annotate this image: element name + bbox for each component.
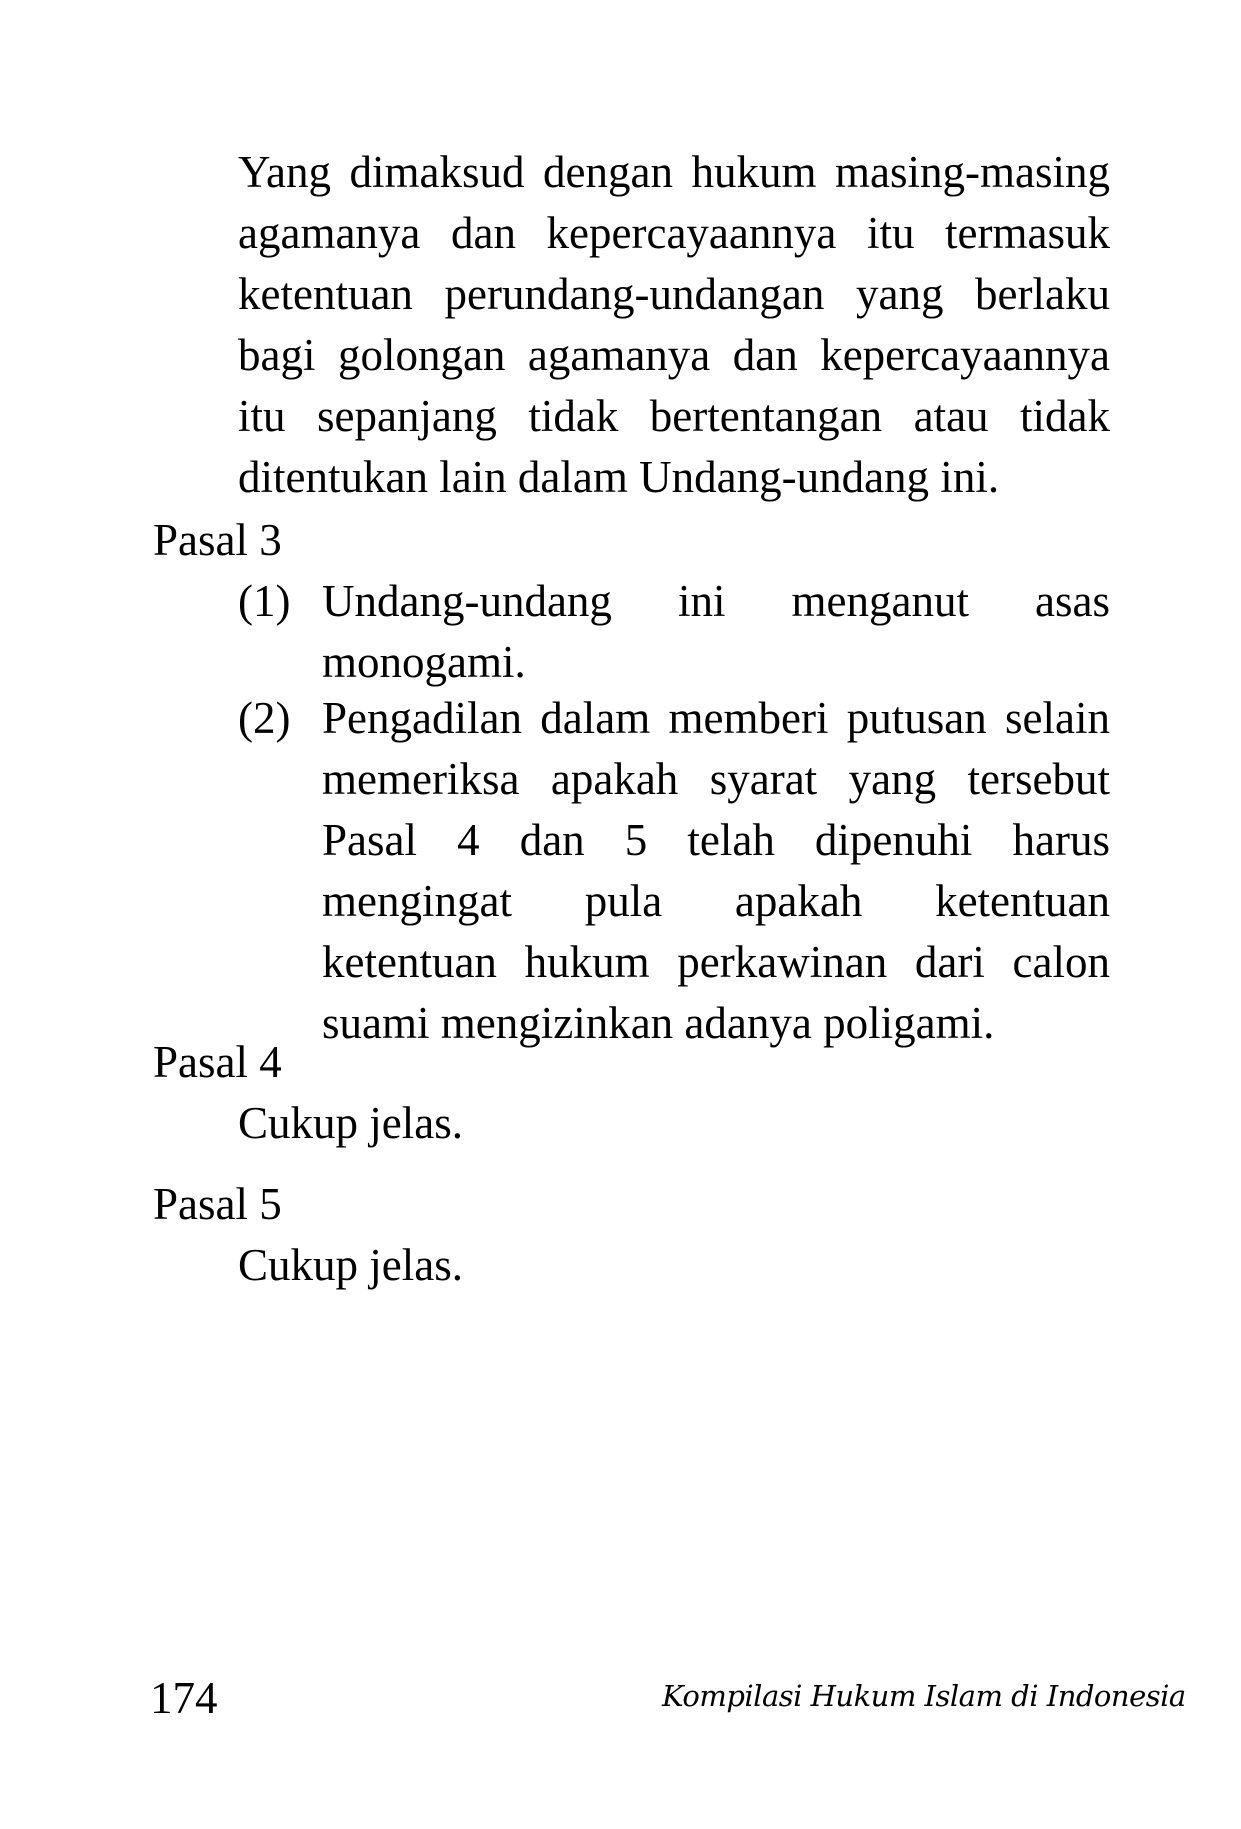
pasal-5-heading: Pasal 5 (153, 1179, 282, 1229)
pasal-5-text: Cukup jelas. (238, 1240, 463, 1290)
page-number: 174 (150, 1673, 218, 1723)
pasal-3-item-1 (238, 571, 1110, 693)
running-footer-title: Kompilasi Hukum Islam di Indonesia (662, 1679, 1186, 1713)
pasal-3-heading: Pasal 3 (153, 515, 282, 565)
intro-paragraph: Yang dimaksud dengan hukum masing-masing agamanya dan kepercayaannya itu termasuk ketentuan perundang-undangan yang berlaku bagi golongan agamanya dan kepercayaannya itu sepanjang tidak bertentangan atau tidak ditentukan lain dalam Undang-undang ini. (238, 147, 1110, 502)
pasal-4-heading: Pasal 4 (153, 1037, 282, 1087)
item-number: (1) (238, 576, 291, 626)
pasal-3-item-2 (238, 688, 1110, 1054)
pasal-4-text: Cukup jelas. (238, 1098, 463, 1148)
item-text: Undang-undang ini menganut asas monogami. (322, 576, 1110, 687)
item-number: (2) (238, 693, 291, 743)
item-text: Pengadilan dalam memberi putusan selain memeriksa apakah syarat yang tersebut Pasal 4 dan 5 telah dipenuhi harus mengingat pula apakah ketentuan ketentuan hukum perkawinan dari calon suami mengizinkan adanya poligami. (322, 693, 1110, 1048)
